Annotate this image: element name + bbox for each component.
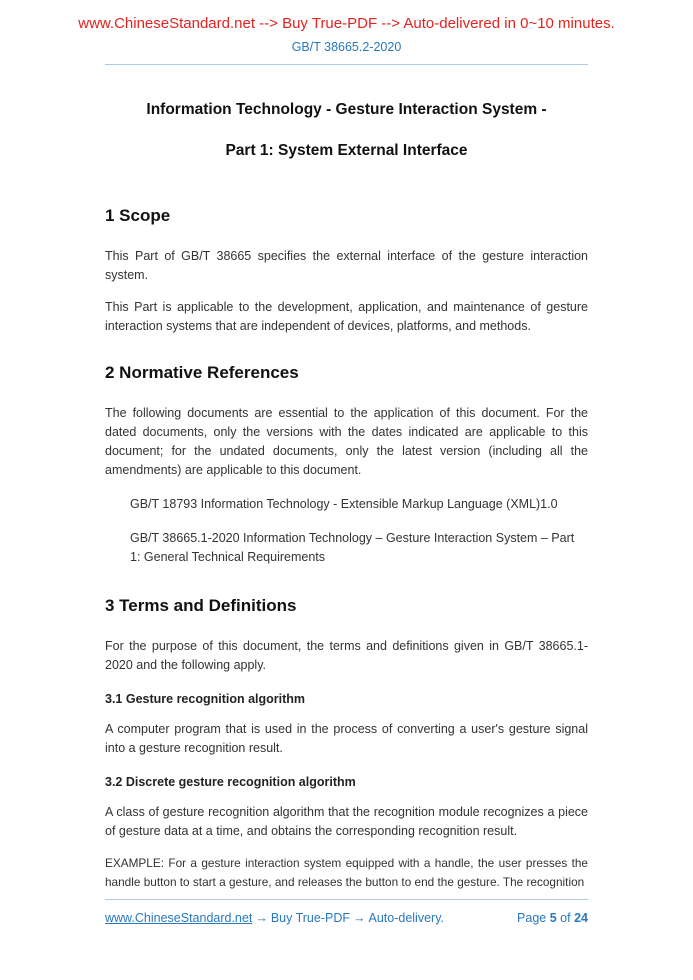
document-body (0, 205, 693, 891)
normative-paragraph-1: The following documents are essential to the application of this document. For the dated documents, only the versions with the dates indicated are applicable to this document; for the undated documents, only the latest version (including all the amendments) are applicable to this document. (105, 406, 588, 477)
of-label: of (560, 911, 571, 925)
page-header (0, 0, 693, 65)
term-3-2-example: EXAMPLE: For a gesture interaction system equipped with a handle, the user presses the handle button to start a gesture, and releases the button to end the gesture. The recognition (105, 856, 588, 889)
scope-paragraph-1: This Part of GB/T 38665 specifies the external interface of the gesture interaction system. (105, 249, 588, 282)
term-3-2-definition: A class of gesture recognition algorithm that the recognition module recognizes a piece of gesture data at a time, and obtains the corresponding recognition result. (105, 805, 588, 838)
term-3-1-heading: 3.1 Gesture recognition algorithm (105, 692, 306, 706)
footer-delivery-text: Auto-delivery. (368, 911, 444, 925)
header-divider (105, 64, 588, 65)
heading-terms-definitions: 3 Terms and Definitions (105, 596, 297, 615)
page-label: Page (517, 911, 547, 925)
reference-item-2: GB/T 38665.1-2020 Information Technology – Gesture Interaction System – Part 1: General Technical Requirements (130, 531, 575, 564)
document-title-line1: Information Technology - Gesture Interaction System - (146, 101, 547, 118)
standard-number: GB/T 38665.2-2020 (291, 40, 402, 54)
heading-scope: 1 Scope (105, 206, 171, 225)
reference-item-1: GB/T 18793 Information Technology - Extensible Markup Language (XML)1.0 (130, 497, 558, 511)
document-title-line2: Part 1: System External Interface (225, 142, 468, 159)
footer-arrow-icon: → (353, 911, 366, 925)
promo-banner: www.ChineseStandard.net --> Buy True-PDF --> Auto-delivered in 0~10 minutes. (78, 15, 615, 32)
footer-page-indicator (517, 911, 588, 925)
document-title (0, 89, 693, 171)
page-footer (105, 899, 588, 925)
footer-arrow-icon: → (255, 911, 268, 925)
terms-intro-paragraph: For the purpose of this document, the terms and definitions given in GB/T 38665.1-2020 and the following apply. (105, 639, 588, 672)
term-3-2-heading: 3.2 Discrete gesture recognition algorithm (105, 775, 356, 789)
scope-paragraph-2: This Part is applicable to the development, application, and maintenance of gesture interaction systems that are independent of devices, platforms, and methods. (105, 300, 588, 333)
heading-normative-references: 2 Normative References (105, 363, 299, 382)
footer-left (105, 911, 444, 925)
term-3-1-definition: A computer program that is used in the process of converting a user's gesture signal into a gesture recognition result. (105, 722, 588, 755)
total-pages: 24 (574, 911, 588, 925)
footer-site-link[interactable]: www.ChineseStandard.net (105, 911, 253, 925)
footer-buy-text: Buy True-PDF (270, 911, 350, 925)
page-number: 5 (549, 911, 557, 925)
